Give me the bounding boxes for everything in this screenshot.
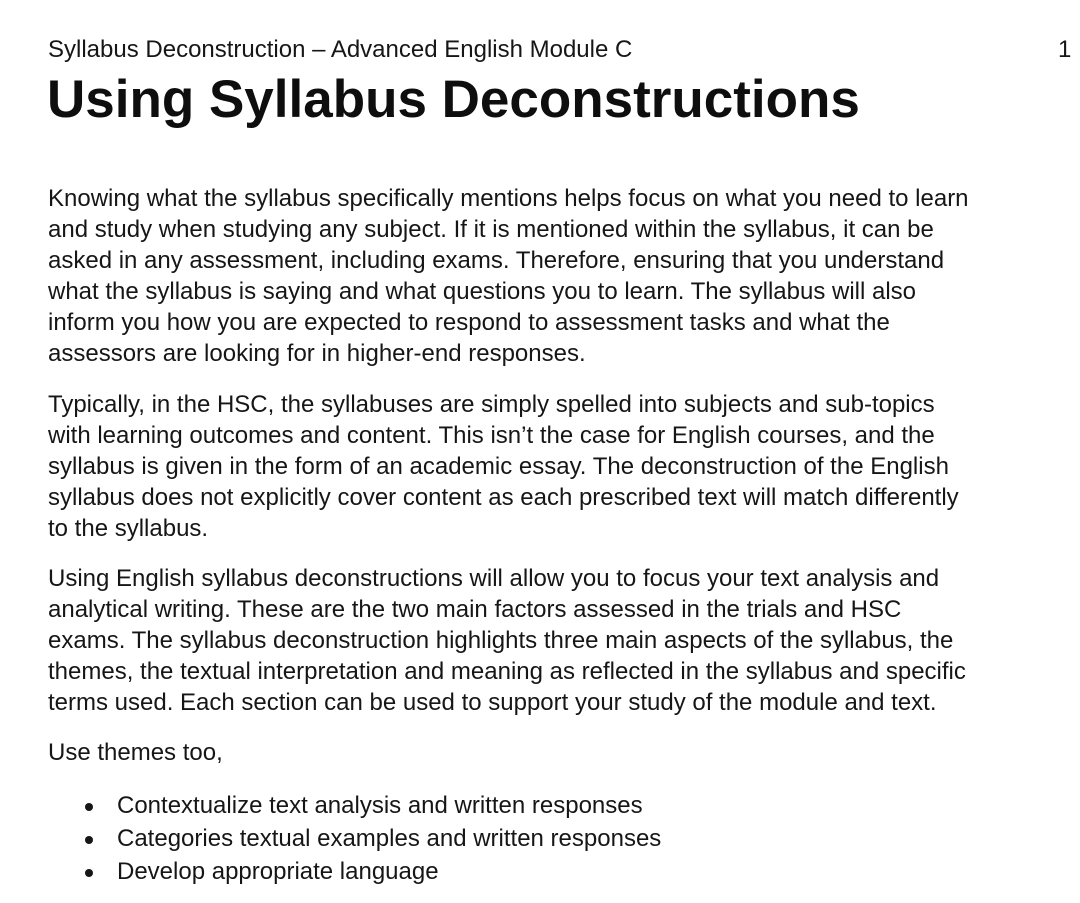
page-number: 1 [1058, 36, 1072, 63]
paragraph-line: asked in any assessment, including exams. Therefore, ensuring that you understand [48, 247, 945, 274]
bullet-list [48, 790, 661, 889]
running-header: Syllabus Deconstruction – Advanced English Module C [48, 36, 633, 63]
list-item-text: Develop appropriate language [117, 858, 439, 885]
paragraph-line: Use themes too, [48, 739, 223, 766]
paragraph-line: syllabus does not explicitly cover content as each prescribed text will match differently [48, 484, 959, 511]
paragraph-line: syllabus is given in the form of an academic essay. The deconstruction of the English [48, 453, 949, 480]
paragraph-line: exams. The syllabus deconstruction highlights three main aspects of the syllabus, the [48, 627, 954, 654]
list-item-text: Contextualize text analysis and written responses [117, 792, 643, 819]
paragraph-line: Knowing what the syllabus specifically mentions helps focus on what you need to learn [48, 185, 969, 212]
bullet-icon [85, 869, 93, 877]
paragraph-using-deconstructions [48, 563, 966, 718]
paragraph-line: to the syllabus. [48, 515, 209, 542]
bullet-icon [85, 836, 93, 844]
paragraph-line: with learning outcomes and content. This isn’t the case for English courses, and the [48, 422, 935, 449]
list-item [48, 856, 661, 889]
paragraph-line: themes, the textual interpretation and meaning as reflected in the syllabus and specific [48, 658, 966, 685]
paragraph-intro [48, 183, 969, 369]
list-item [48, 823, 661, 856]
paragraph-line: Typically, in the HSC, the syllabuses are simply spelled into subjects and sub-topics [48, 391, 935, 418]
paragraph-line: Using English syllabus deconstructions will allow you to focus your text analysis and [48, 565, 940, 592]
page-title: Using Syllabus Deconstructions [47, 70, 860, 129]
paragraph-line: what the syllabus is saying and what questions you to learn. The syllabus will also [48, 278, 917, 305]
paragraph-line: terms used. Each section can be used to support your study of the module and text. [48, 689, 937, 716]
paragraph-line: inform you how you are expected to respond to assessment tasks and what the [48, 309, 890, 336]
paragraph-hsc-syllabuses [48, 389, 959, 544]
paragraph-use-themes [48, 737, 223, 768]
paragraph-line: assessors are looking for in higher-end responses. [48, 340, 586, 367]
list-item-text: Categories textual examples and written responses [117, 825, 662, 852]
paragraph-line: and study when studying any subject. If it is mentioned within the syllabus, it can be [48, 216, 934, 243]
paragraph-line: analytical writing. These are the two main factors assessed in the trials and HSC [48, 596, 902, 623]
bullet-icon [85, 803, 93, 811]
list-item [48, 790, 661, 823]
